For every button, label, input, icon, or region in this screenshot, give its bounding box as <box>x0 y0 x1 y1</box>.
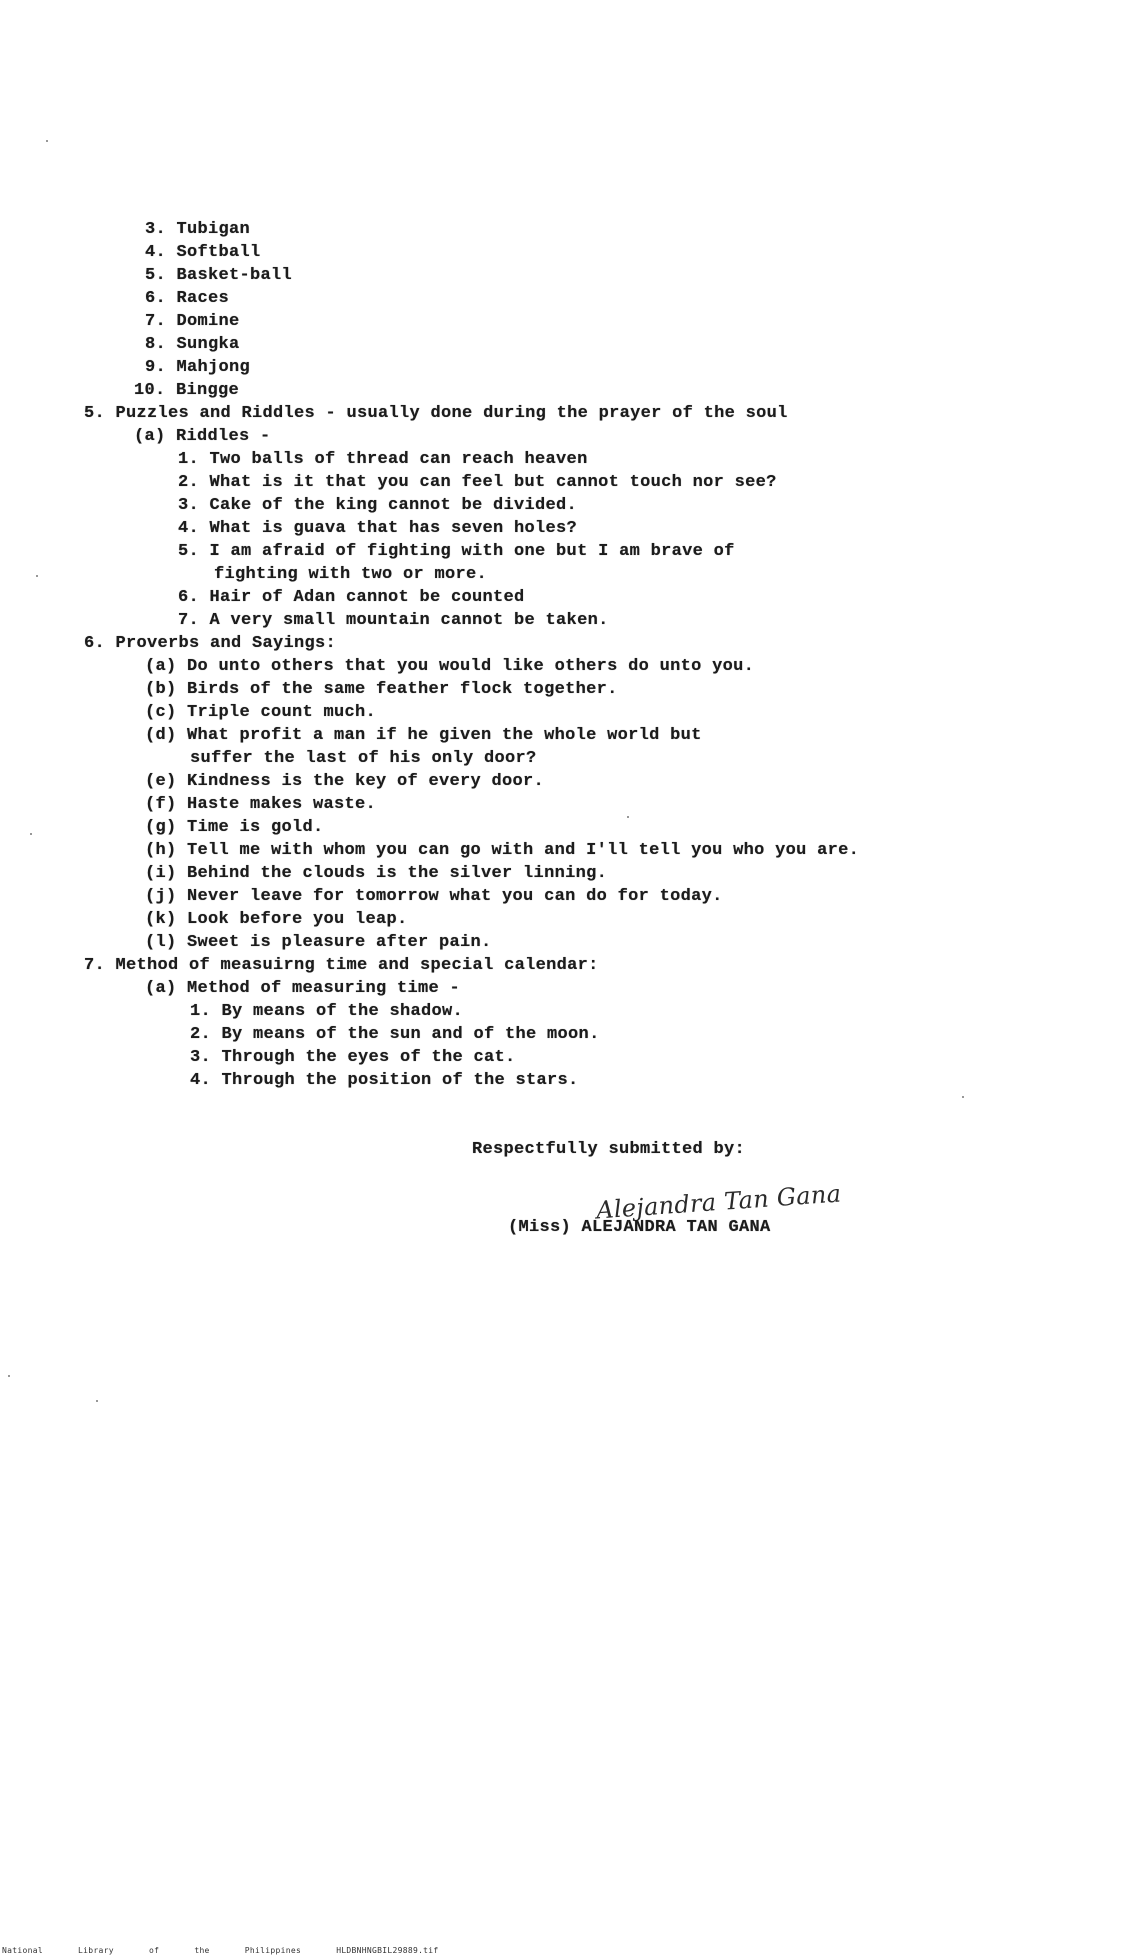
scan-footer <box>2 1946 439 1955</box>
proverb-item: (d) What profit a man if he given the whole world but <box>145 726 702 745</box>
time-method-item: 1. By means of the shadow. <box>190 1002 464 1021</box>
scan-speck <box>962 1096 964 1098</box>
games-item-6: 6. Races <box>145 289 230 308</box>
games-item-8: 8. Sungka <box>145 335 240 354</box>
scan-speck <box>96 1400 98 1402</box>
riddle-item: 6. Hair of Adan cannot be counted <box>178 588 525 607</box>
proverb-item: (a) Do unto others that you would like others do unto you. <box>145 657 755 676</box>
games-item-10: 10. Bingge <box>134 381 240 400</box>
handwritten-signature: Alejandra Tan Gana <box>595 1179 843 1225</box>
footer-file-id: HLDBNHNGBIL29889.tif <box>336 1946 439 1955</box>
games-item-9: 9. Mahjong <box>145 358 251 377</box>
time-method-item: 4. Through the position of the stars. <box>190 1071 579 1090</box>
riddle-item: 4. What is guava that has seven holes? <box>178 519 578 538</box>
scan-speck <box>8 1375 10 1377</box>
riddle-item: 7. A very small mountain cannot be taken. <box>178 611 609 630</box>
riddle-item: 3. Cake of the king cannot be divided. <box>178 496 578 515</box>
scan-speck <box>46 140 48 142</box>
scan-speck <box>36 575 38 577</box>
section-7-heading: 7. Method of measuirng time and special calendar: <box>84 956 599 975</box>
time-method-item: 3. Through the eyes of the cat. <box>190 1048 516 1067</box>
proverb-item: (j) Never leave for tomorrow what you can do for today. <box>145 887 723 906</box>
proverb-item-continuation: suffer the last of his only door? <box>190 749 537 768</box>
proverb-item: (l) Sweet is pleasure after pain. <box>145 933 492 952</box>
proverb-item: (i) Behind the clouds is the silver linning. <box>145 864 608 883</box>
proverb-item: (g) Time is gold. <box>145 818 324 837</box>
scan-speck <box>627 816 629 818</box>
riddle-item: 1. Two balls of thread can reach heaven <box>178 450 588 469</box>
time-method-item: 2. By means of the sun and of the moon. <box>190 1025 600 1044</box>
proverb-item: (e) Kindness is the key of every door. <box>145 772 545 791</box>
signatory-name: (Miss) ALEJANDRA TAN GANA <box>508 1218 771 1237</box>
proverb-item: (c) Triple count much. <box>145 703 377 722</box>
games-item-5: 5. Basket-ball <box>145 266 293 285</box>
scan-speck <box>30 833 32 835</box>
footer-library: National Library of the Philippines <box>2 1946 302 1955</box>
section-7-subheading: (a) Method of measuring time - <box>145 979 461 998</box>
proverb-item: (k) Look before you leap. <box>145 910 408 929</box>
section-6-heading: 6. Proverbs and Sayings: <box>84 634 337 653</box>
proverb-item: (h) Tell me with whom you can go with and I'll tell you who you are. <box>145 841 860 860</box>
section-5-heading: 5. Puzzles and Riddles - usually done during the prayer of the soul <box>84 404 788 423</box>
submitted-by-label: Respectfully submitted by: <box>472 1140 746 1159</box>
section-5-subheading: (a) Riddles - <box>134 427 271 446</box>
games-item-3: 3. Tubigan <box>145 220 251 239</box>
riddle-item-continuation: fighting with two or more. <box>214 565 488 584</box>
games-item-4: 4. Softball <box>145 243 261 262</box>
proverb-item: (f) Haste makes waste. <box>145 795 377 814</box>
games-item-7: 7. Domine <box>145 312 240 331</box>
riddle-item: 2. What is it that you can feel but cannot touch nor see? <box>178 473 777 492</box>
riddle-item: 5. I am afraid of fighting with one but I am brave of <box>178 542 735 561</box>
proverb-item: (b) Birds of the same feather flock together. <box>145 680 618 699</box>
